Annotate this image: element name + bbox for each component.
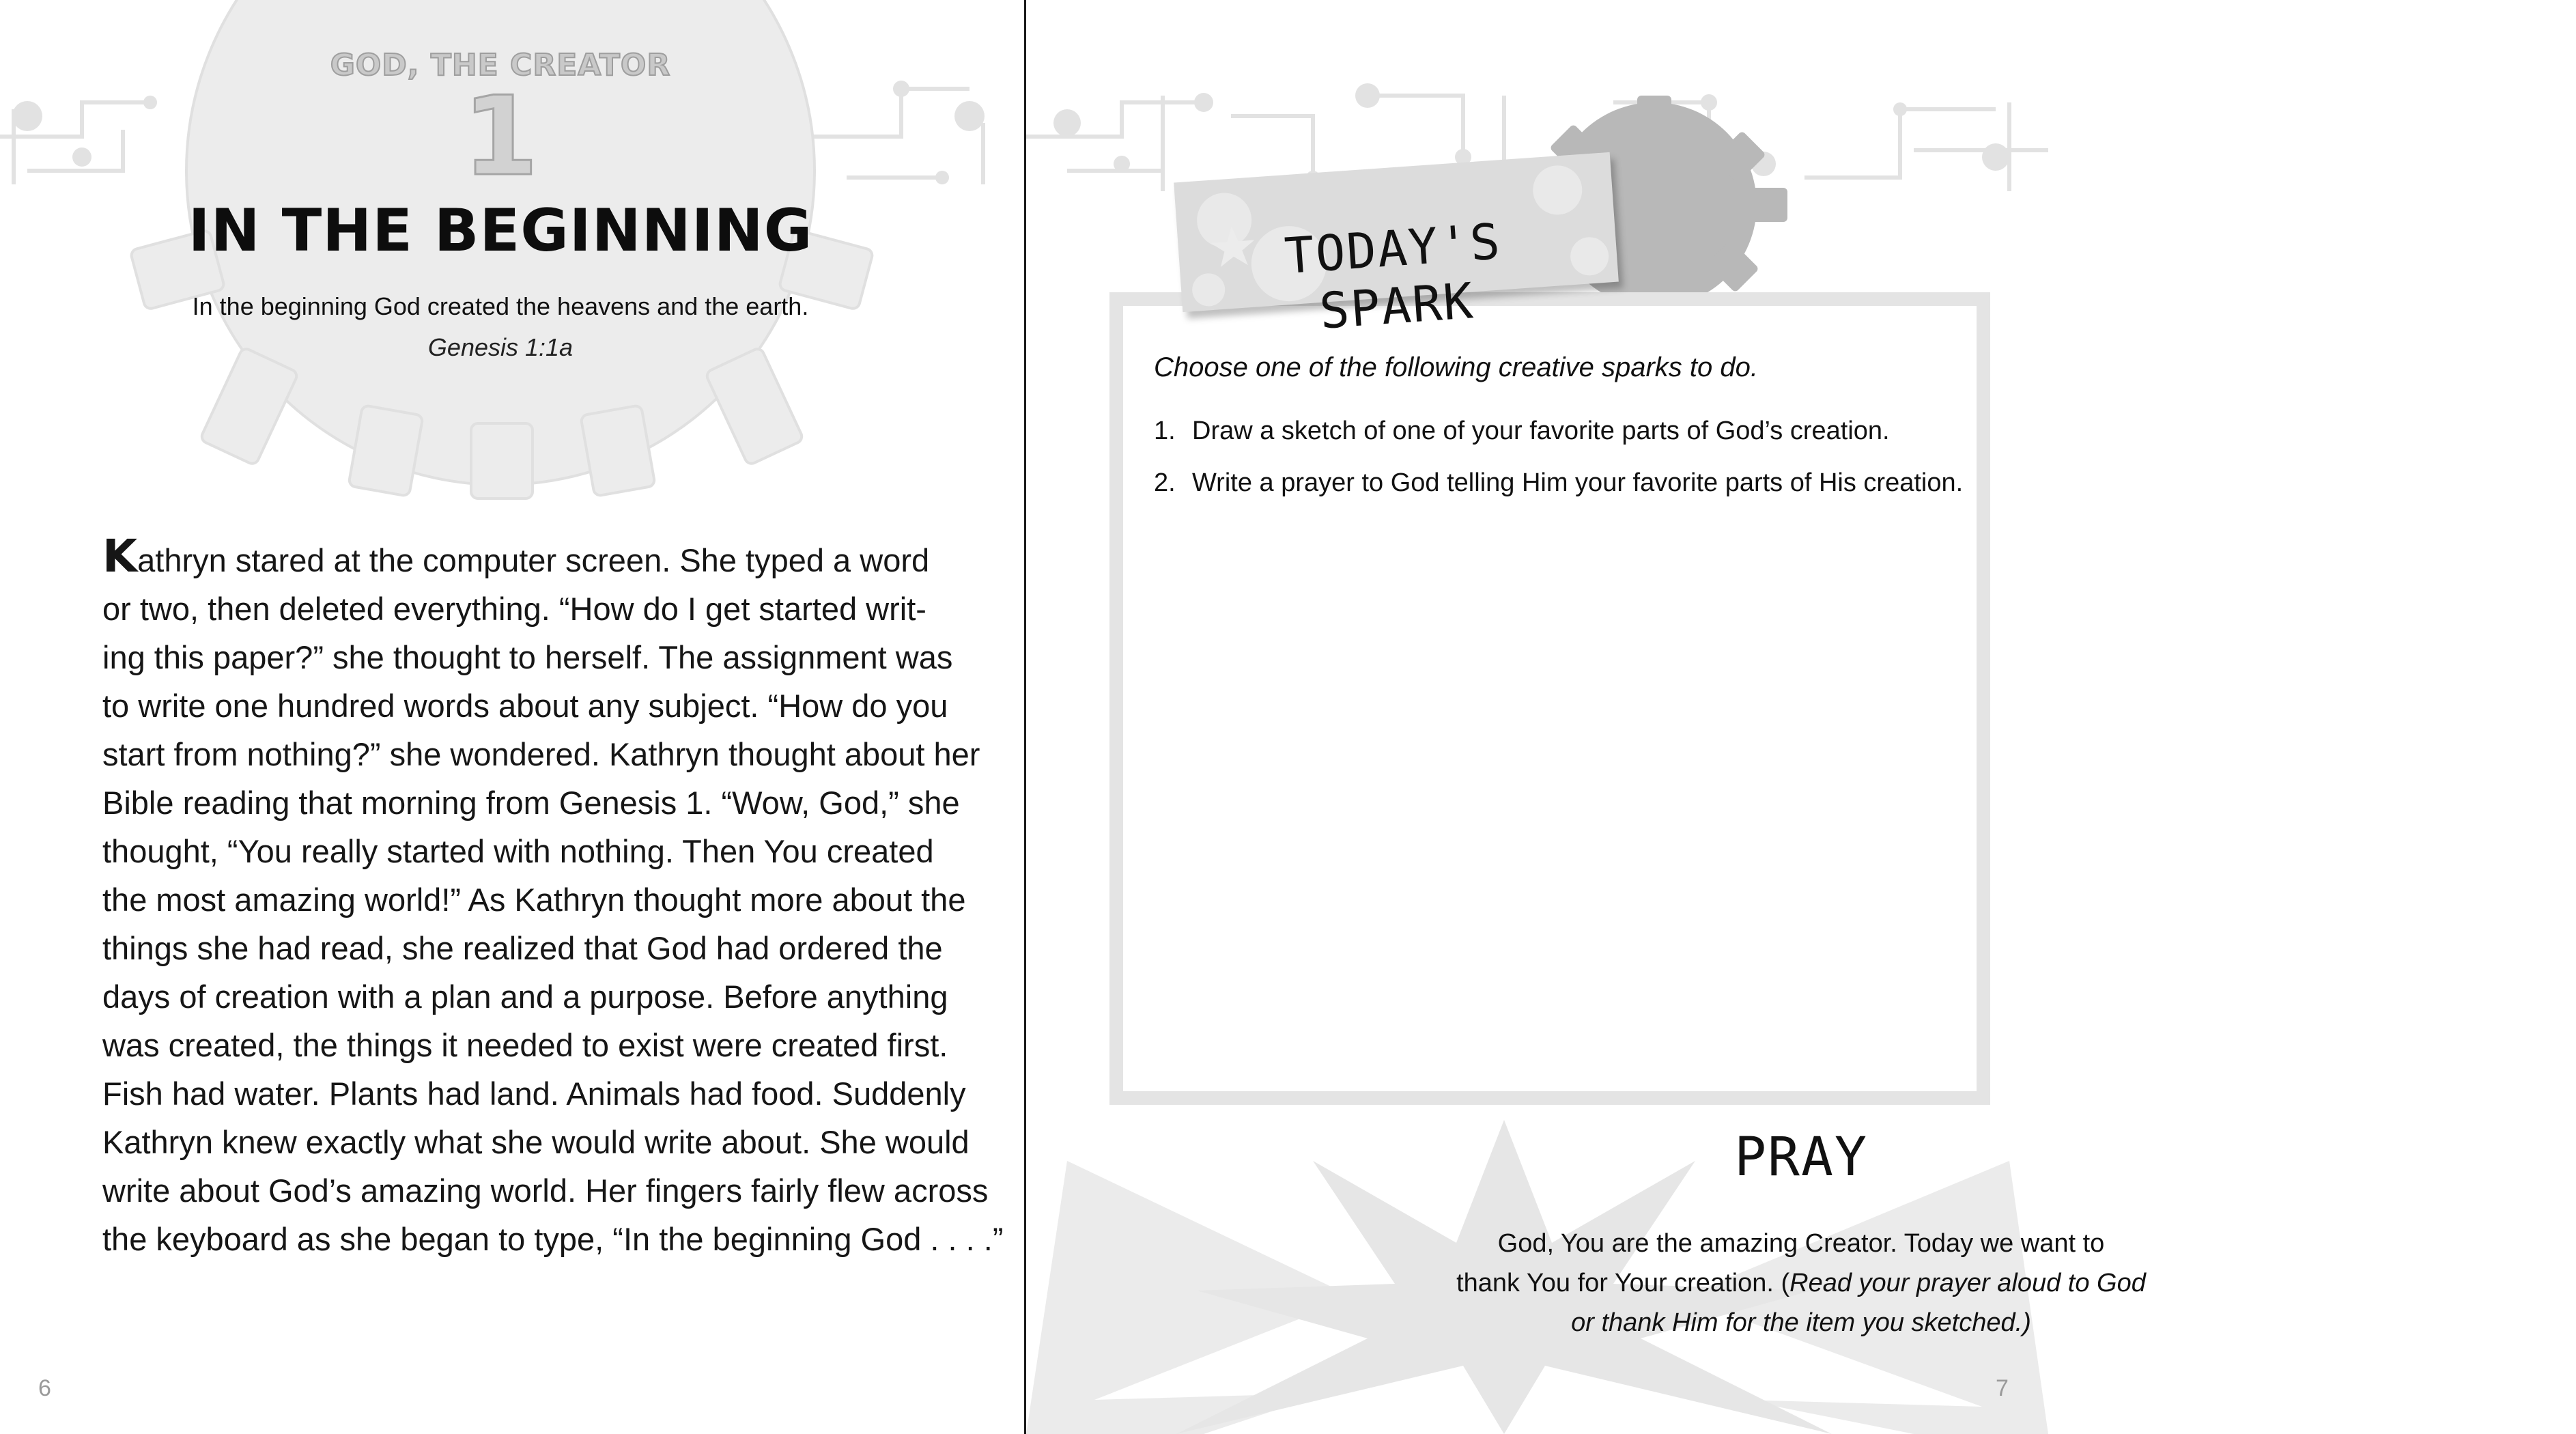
spark-instructions: Choose one of the following creative sparks to do. — [1154, 352, 1758, 382]
left-page — [0, 0, 1024, 1434]
story-line: Bible reading that morning from Genesis 1. “Wow, God,” she — [102, 785, 960, 821]
story-line: or two, then deleted everything. “How do I get started writ- — [102, 591, 926, 627]
pray-text: God, You are the amazing Creator. Today we want to thank You for Your creation. (Read your prayer aloud to God or thank Him for the item you sketched.) — [1456, 1229, 2146, 1337]
story-line: thought, “You really started with nothing. Then You created — [102, 833, 934, 869]
story-line: start from nothing?” she wondered. Kathryn thought about her — [102, 736, 980, 772]
story-line: days of creation with a plan and a purpose. Before anything — [102, 979, 948, 1015]
chapter-kicker: GOD, THE CREATOR — [330, 48, 671, 83]
story-line: Kathryn stared at the computer screen. She typed a word — [102, 530, 930, 582]
verse-reference: Genesis 1:1a — [427, 333, 574, 361]
verse-text: In the beginning God created the heavens and the earth. — [192, 292, 809, 320]
spark-heading: TODAY'S SPARK — [1282, 212, 1503, 340]
chapter-number: 1 — [462, 72, 539, 200]
story-line: Fish had water. Plants had land. Animals had food. Suddenly — [102, 1076, 966, 1112]
chapter-title: IN THE BEGINNING — [188, 197, 813, 265]
story-line: write about God’s amazing world. Her fingers fairly flew across — [102, 1172, 989, 1209]
story-line: the most amazing world!” As Kathryn thought more about the — [102, 882, 966, 918]
pray-heading: PRAY — [1734, 1127, 1868, 1188]
spark-option: 2. Write a prayer to God telling Him your favorite parts of His creation. — [1154, 468, 1964, 497]
spark-options-list — [1154, 405, 1963, 509]
story-line: was created, the things it needed to exist were created first. — [102, 1027, 948, 1063]
right-page — [1026, 0, 2146, 1434]
story-line: things she had read, she realized that God had ordered the — [102, 930, 943, 966]
story-line: Kathryn knew exactly what she would write about. She would — [102, 1124, 969, 1160]
drop-cap: K — [102, 530, 138, 582]
page-number-left: 6 — [38, 1375, 51, 1401]
story-body — [102, 530, 1004, 1263]
spark-option: 1. Draw a sketch of one of your favorite parts of God’s creation. — [1154, 417, 1890, 445]
story-line: ing this paper?” she thought to herself. The assignment was — [102, 639, 953, 675]
story-line: the keyboard as she began to type, “In the beginning God . . . .” — [102, 1221, 1004, 1257]
page-number-right: 7 — [1996, 1375, 2009, 1401]
story-line: to write one hundred words about any subject. “How do you — [102, 688, 948, 724]
